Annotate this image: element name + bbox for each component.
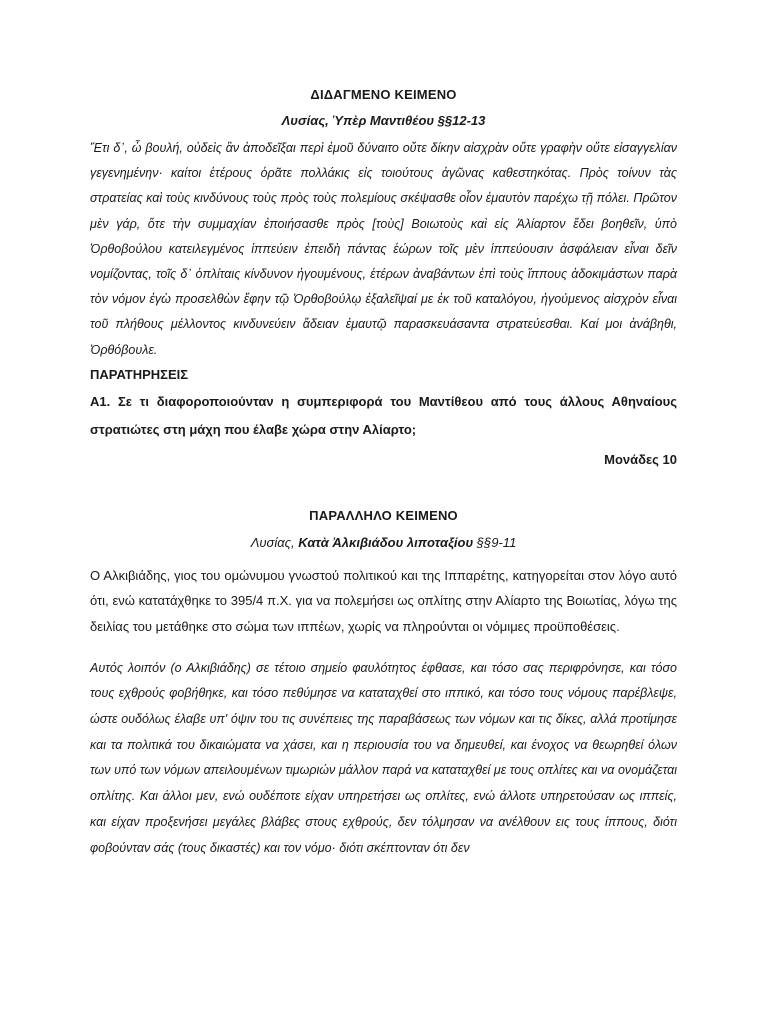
units-label: Μονάδες 10 [604, 451, 677, 467]
section1-source: Λυσίας, Ὑπὲρ Μαντιθέου §§12-13 [281, 113, 486, 128]
question-a1: Α1. Σε τι διαφοροποιούνταν η συμπεριφορά του Μαντίθεου από τους άλλους Αθηναίους στρατιώτες στη μάχη που έλαβε χώρα στην Αλίαρτο; [90, 393, 677, 437]
section2-work: Κατὰ Ἀλκιβιάδου λιποταξίου [298, 534, 474, 550]
translation-text: Αυτός λοιπόν (ο Αλκιβιάδης) σε τέτοιο σημείο φαυλότητος έφθασε, και τόσο σας περιφρόνησε, και τόσο τους εχθρούς φοβήθηκε, και τόσο πεθύμησε να καταταχθεί στο ιππικό, και τόσο τους νόμους παρέβλεψε, ώστε ουδόλως έλαβε υπ' όψιν του τις συνέπειες της παραβάσεως των νόμων και τις δίκες, αλλά προτίμησε και τα πολιτικά του δικαιώματα να χάσει, και η περιουσία του να δημευθεί, και ένοχος να θεωρηθεί όλων των υπό των νόμων απειλουμένων τιμωριών μάλλον παρά να καταταχθεί με τους οπλίτες και να ονομάζεται οπλίτης. Και άλλοι μεν, ενώ ουδέποτε είχαν υπηρετήσει ως οπλίτες, ενώ άλλοτε υπηρετούσαν ως ιππείς, και είχαν προξενήσει μεγάλες βλάβες στους εχθρούς, δεν τόλμησαν να ανέλθουν εις τους ίππους, διότι φοβούνταν σάς (τους δικαστές) και τον νόμο· διότι σκέπτονταν ότι δεν [90, 660, 677, 855]
section2-title: ΠΑΡΑΛΛΗΛΟ ΚΕΙΜΕΝΟ [309, 507, 458, 523]
notes-heading: ΠΑΡΑΤΗΡΗΣΕΙΣ [90, 366, 189, 382]
section1-title: ΔΙΔΑΓΜΕΝΟ ΚΕΙΜΕΝΟ [310, 87, 457, 102]
document-page [90, 84, 677, 861]
intro-text: Ο Αλκιβιάδης, γιος του ομώνυμου γνωστού πολιτικού και της Ιππαρέτης, κατηγορείται στον λόγο αυτό ότι, ενώ κατατάχθηκε το 395/4 π.Χ. για να πολεμήσει ως οπλίτης στην Αλίαρτο της Βοιωτίας, λόγω της δειλίας του μετάθηκε στο σώμα των ιππέων, χωρίς να πληρούνται οι νόμιμες προϋποθέσεις. [90, 567, 677, 635]
greek-text: Ἔτι δ᾽, ὦ βουλή, οὐδεὶς ἂν ἀποδεῖξαι περὶ ἐμοῦ δύναιτο οὔτε δίκην αἰσχρὰν οὔτε γραφὴν οὔτε εἰσαγγελίαν γεγενημένην· καίτοι ἑτέρους ὁρᾶτε πολλάκις εἰς τοιούτους ἀγῶνας καθεστηκότας. Πρὸς τοίνυν τὰς στρατείας καὶ τοὺς κινδύνους τοὺς πρὸς τοὺς πολεμίους σκέψασθε οἷον ἐμαυτὸν παρέχω τῇ πόλει. Πρῶτον μὲν γάρ, ὅτε τὴν συμμαχίαν ἐποιήσασθε πρὸς [τοὺς] Βοιωτοὺς καὶ εἰς Ἁλίαρτον ἔδει βοηθεῖν, ὑπὸ Ὀρθοβούλου κατειλεγμένος ἱππεύειν ἐπειδὴ πάντας ἑώρων τοῖς μὲν ἱππεύουσιν ἀσφάλειαν εἶναι δεῖν νομίζοντας, τοῖς δ᾽ ὁπλίταις κίνδυνον ἡγουμένους, ἑτέρων ἀναβάντων ἐπὶ τοὺς ἵππους ἀδοκιμάστων παρὰ τὸν νόμον ἐγὼ προσελθὼν ἔφην τῷ Ὀρθοβούλῳ ἐξαλεῖψαί με ἐκ τοῦ καταλόγου, ἡγούμενος αἰσχρὸν εἶναι τοῦ πλήθους μέλλοντος κινδυνεύειν ἄδειαν ἐμαυτῷ παρασκευάσαντα στρατεύεσθαι. Καί μοι ἀνάβηθι, Ὀρθόβουλε. [90, 141, 677, 357]
section2-source [90, 532, 677, 554]
section2-author: Λυσίας, [250, 534, 299, 550]
section2-paragraphs: §§9-11 [473, 534, 517, 550]
